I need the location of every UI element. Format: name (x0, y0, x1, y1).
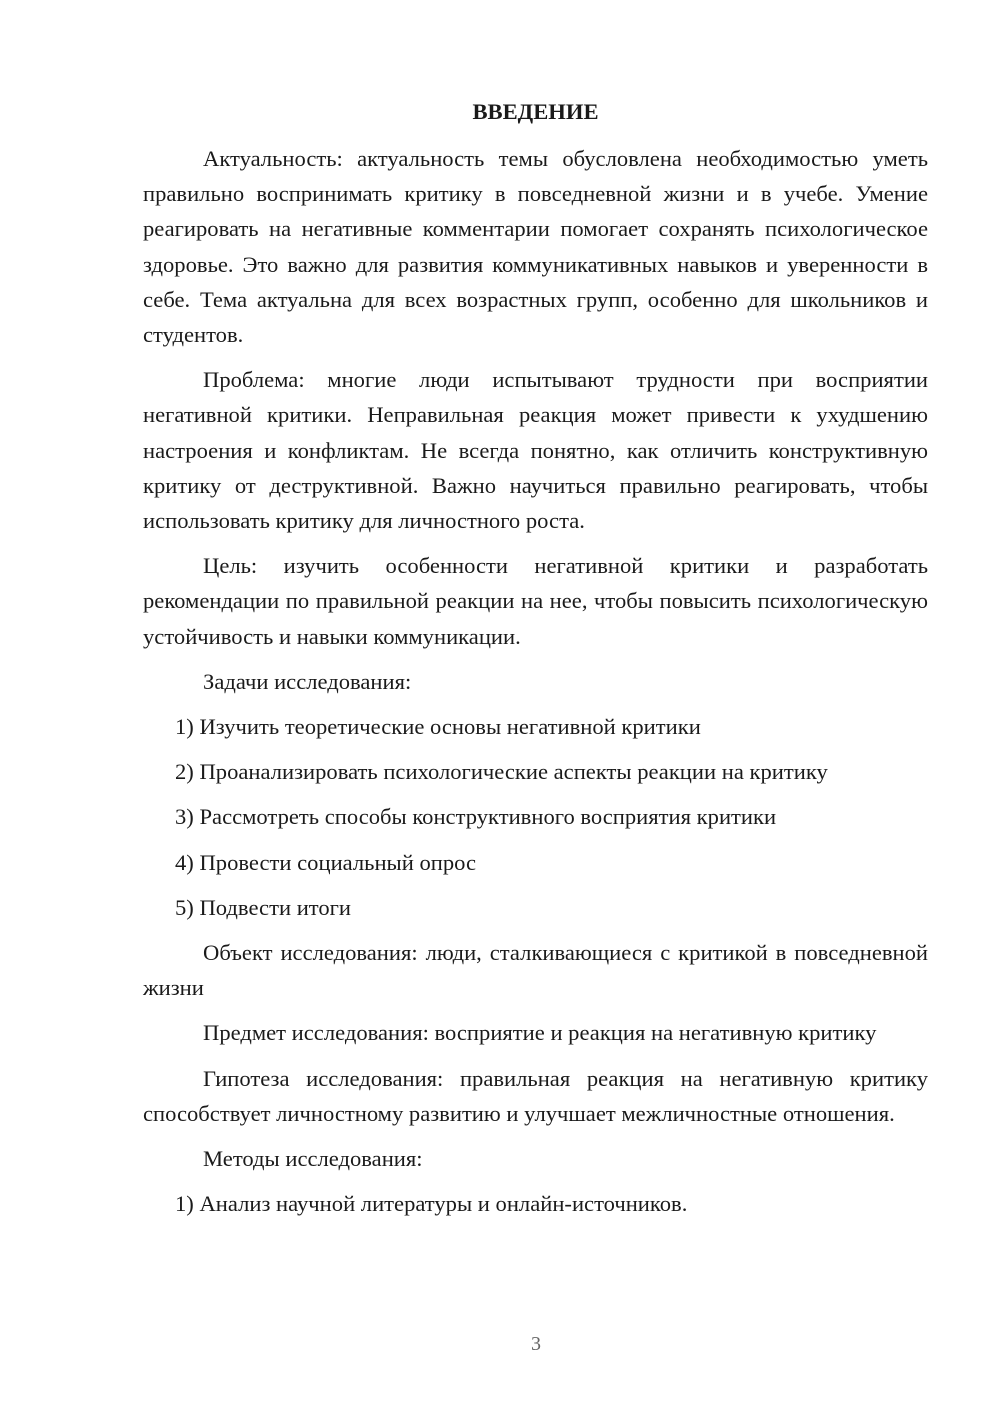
page-number: 3 (531, 1333, 541, 1355)
goal-paragraph: Цель: изучить особенности негативной критики и разработать рекомендации по правильной реакции на нее, чтобы повысить психологическую устойчивость и навыки коммуникации. (143, 553, 928, 649)
methods-heading: Методы исследования: (203, 1146, 423, 1172)
list-item: 1) Изучить теоретические основы негативной критики (175, 714, 701, 740)
list-item: 1) Анализ научной литературы и онлайн-источников. (175, 1191, 688, 1217)
list-item: 5) Подвести итоги (175, 894, 352, 920)
list-item: 2) Проанализировать психологические аспекты реакции на критику (175, 759, 828, 785)
tasks-list (143, 709, 928, 925)
object-paragraph: Объект исследования: люди, сталкивающиеся с критикой в повседневной жизни (143, 940, 928, 1001)
page-content (143, 94, 928, 1231)
relevance-paragraph: Актуальность: актуальность темы обусловлена необходимостью уметь правильно воспринимать критику в повседневной жизни и в учебе. Умение реагировать на негативные комментарии помогает сохранять психологическое здоровье. Это важно для развития коммуникативных навыков и уверенности в себе. Тема актуальна для всех возрастных групп, особенно для школьников и студентов. (143, 146, 928, 348)
list-item: 4) Провести социальный опрос (175, 849, 477, 875)
subject-paragraph: Предмет исследования: восприятие и реакция на негативную критику (203, 1020, 877, 1046)
methods-list (143, 1186, 928, 1221)
hypothesis-paragraph: Гипотеза исследования: правильная реакция на негативную критику способствует личностному развитию и улучшает межличностные отношения. (143, 1065, 928, 1126)
tasks-heading: Задачи исследования: (203, 668, 412, 694)
section-title: ВВЕДЕНИЕ (472, 99, 599, 124)
list-item: 3) Рассмотреть способы конструктивного восприятия критики (175, 804, 777, 830)
problem-paragraph: Проблема: многие люди испытывают трудности при восприятии негативной критики. Неправильная реакция может привести к ухудшению настроения и конфликтам. Не всегда понятно, как отличить конструктивную критику от деструктивной. Важно научиться правильно реагировать, чтобы использовать критику для личностного роста. (143, 367, 928, 534)
